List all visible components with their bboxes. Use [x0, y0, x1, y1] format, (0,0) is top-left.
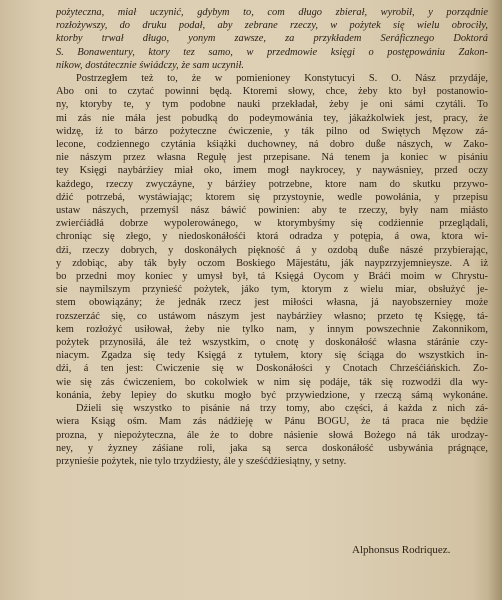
text-line: prozna, y niepożyteczna, ále że to dobre násienie słowá Bożego ná ták urodzay- — [56, 429, 488, 441]
text-line: dźić potrzebá, wystáwiając; ktorem się przystoynie, wedle powołánia, y przepisu — [56, 191, 488, 203]
text-line: stem obowiązány; że jednák rzecz jest miłości własna, já nayobszerniey może — [56, 297, 488, 309]
text-line: tey Księgi naybárźiey miał oko, imem mogł naykrocey, y naywásniey, przed oczy — [56, 165, 488, 177]
text-line: bo przedni moy koniec y umysł był, tá Księgá Oycom y Bráći moim w Chrystu- — [56, 271, 488, 283]
text-line: nikow, dostátecznie świádczy, że sam uczynił. — [56, 59, 244, 71]
text-line: chroniąc się złego, y niedoskonáłośći ktorá odradza y potępia, á owa, ktora wi- — [56, 231, 488, 243]
text-line: Postrzegłem też to, że w pomienioney Konstytucyi S. O. Nász przydáje, — [76, 73, 488, 85]
text-line: dźi, á ten jest: Cwiczenie się w Doskonáłości y Cnotach Chrześćiáńskich. Zo- — [56, 363, 488, 375]
text-line: pożytek przynosiłá, ále też wszystkim, o cnotę y doskonáłość własna stáránie czy- — [56, 337, 488, 349]
text-line: dźi, rzeczy dobrych, y doskonáłych piękność á y ozdobą duße nászé przybierając, — [56, 244, 488, 256]
text-line: lecone, codziennego czytánia kśiążki duchowney, ná dobro duße nászych, w Zako- — [56, 139, 488, 151]
text-line: każdego, rzeczy zwyczáyne, y bárźiey potrzebne, ktore nam do skutku przywo- — [56, 178, 488, 190]
text-line: widzę, iż to bárzo pożyteczne ćwiczenie, y ták pilno od Swiętych Męzow zá- — [56, 125, 488, 137]
text-line: nie nászym przez własna Regułę jest przepisane. Ná tenem ja koniec w pisániu — [56, 152, 488, 164]
text-line: kem rozłożyć usiłował, żeby nie tylko nam, y innym powszechnie Zakonnikom, — [56, 323, 488, 335]
text-line: ktorby trwał długo, yonym zawsze, za przykładem Seráficznego Doktorá — [56, 33, 488, 45]
text-line: niacym. Zgadza się tedy Księgá z tytułem, ktory się ściąga do wszystkich in- — [56, 350, 488, 362]
text-line: Dźieli się wszystko to pisánie ná trzy tomy, abo części, á każda z nich zá- — [76, 403, 488, 415]
author-signature: Alphonsus Rodriquez. — [352, 544, 451, 556]
text-line: ny, ktoryby te, y tym podobne nauki przekładał, żeby je oni sámi czytáli. To — [56, 99, 488, 111]
text-line: ney, y żyzney záśiane roli, jaka są serca doskonáłość usbywánia prágnące, — [56, 442, 488, 454]
text-line: S. Bonawentury, ktory tez samo, w przedmowie księgi o postępowániu Zakon- — [56, 46, 488, 58]
text-line: pożyteczna, miał uczynić, gdybym to, com długo zbierał, wyrobił, y porządnie — [56, 7, 488, 18]
text-line: wie się zás ćwiczeniem, bo cokolwiek w nim się podáje, ták się rozwodźi dla wy- — [56, 376, 488, 388]
text-line: zwierćiádłá dobrze wypolerowánego, w ktorymbyśmy się codźiennie przeglądali, — [56, 218, 488, 230]
text-line: rozszerzáć się, co ustáwom nászym jest naybárźiey własno; przeto tę Księgę, tá- — [56, 310, 488, 322]
text-line: wiera Ksiąg ośm. Mam zás nádźieję w Pánu BOGU, że tá praca nie będźie — [56, 416, 488, 428]
body-text — [56, 6, 488, 468]
text-line: mi zás nie máła jest pobudką do podeymowánia tey, jákażkolwiek jest, pracy, że — [56, 112, 488, 124]
text-line: y zdobiąc, aby ták były oczom Boskiego Mäjestátu, ják naypzrzyjemnieysze. A iż — [56, 257, 488, 269]
text-line: przynieśie pożytek, nie tylo trzydźiesty, ále y sześćdźiesiątny, y setny. — [56, 455, 347, 467]
text-line: sie naymilszym przynieść pożytek, jáko tym, ktorym z wielu miar, obsłużyć je- — [56, 284, 488, 296]
text-line: ustaw nászych, przemyśl nász báwić powinien: aby te rzeczy, były nam miásto — [56, 205, 488, 217]
text-line: rozłożywszy, do druku podał, aby zebrane rzeczy, w pożytek się wielu obrociły, — [56, 20, 488, 32]
text-line: konánia, żeby lepiey do skutku mogło być przywiedzione, y rzeczą sámą wykonáne. — [56, 389, 488, 401]
text-line: Abo oni to czytać powinni będą. Ktoremi słowy, chce, żeby kto był postanowio- — [56, 86, 488, 98]
